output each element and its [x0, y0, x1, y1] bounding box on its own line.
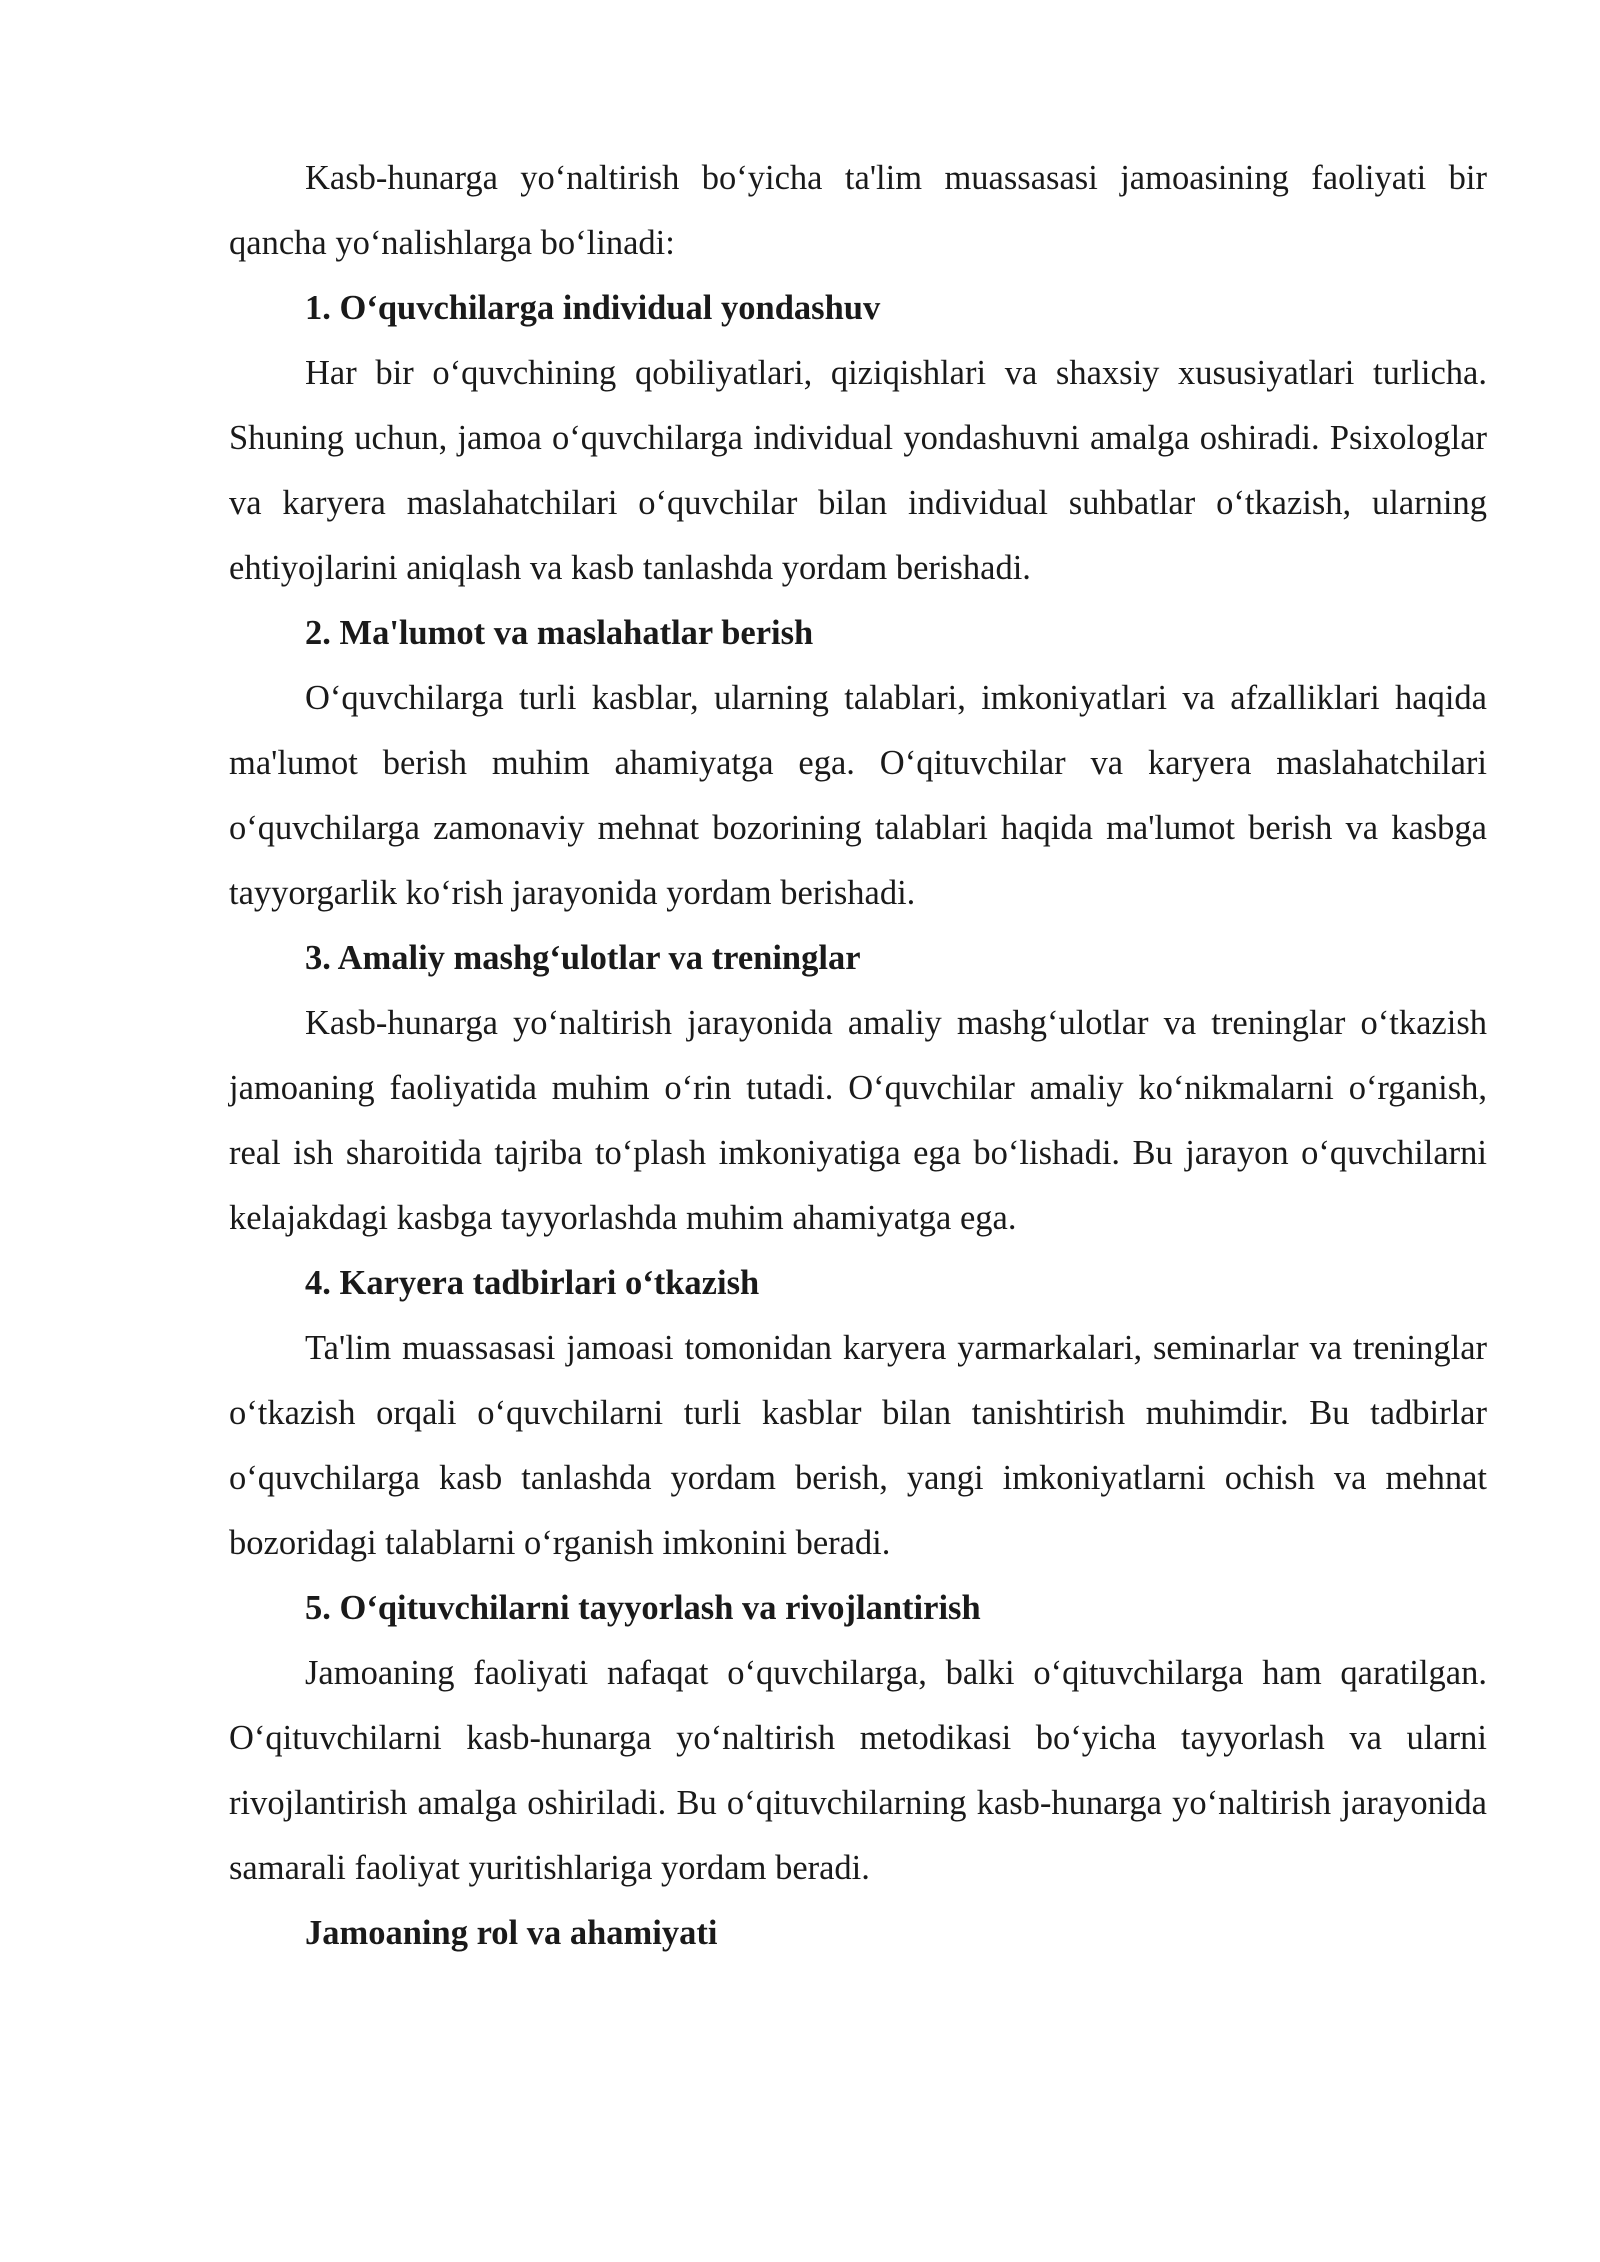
section-paragraph-2: O‘quvchilarga turli kasblar, ularning talablari, imkoniyatlari va afzalliklari haqida ma'lumot berish muhim ahamiyatga ega. O‘qituvchilar va karyera maslahatchilari o‘quvchilarga zamonaviy mehnat bozorining talablari haqida ma'lumot berish va kasbga tayyorgarlik ko‘rish jarayonida yordam berishadi.: [229, 679, 1487, 912]
section-heading-1: 1. O‘quvchilarga individual yondashuv: [305, 289, 881, 327]
section-paragraph-4: Ta'lim muassasasi jamoasi tomonidan karyera yarmarkalari, seminarlar va treninglar o‘tkazish orqali o‘quvchilarni turli kasblar bilan tanishtirish muhimdir. Bu tadbirlar o‘quvchilarga kasb tanlashda yordam berish, yangi imkoniyatlarni ochish va mehnat bozoridagi talablarni o‘rganish imkonini beradi.: [229, 1329, 1487, 1562]
section-paragraph-3: Kasb-hunarga yo‘naltirish jarayonida amaliy mashg‘ulotlar va treninglar o‘tkazish jamoaning faoliyatida muhim o‘rin tutadi. O‘quvchilar amaliy ko‘nikmalarni o‘rganish, real ish sharoitida tajriba to‘plash imkoniyatiga ega bo‘lishadi. Bu jarayon o‘quvchilarni kelajakdagi kasbga tayyorlashda muhim ahamiyatga ega.: [229, 1004, 1487, 1237]
section-paragraph-1: Har bir o‘quvchining qobiliyatlari, qiziqishlari va shaxsiy xususiyatlari turlicha. Shuning uchun, jamoa o‘quvchilarga individual yondashuvni amalga oshiradi. Psixologlar va karyera maslahatchilari o‘quvchilar bilan individual suhbatlar o‘tkazish, ularning ehtiyojlarini aniqlash va kasb tanlashda yordam berishadi.: [229, 354, 1487, 587]
final-heading: Jamoaning rol va ahamiyati: [305, 1914, 718, 1952]
intro-paragraph: Kasb-hunarga yo‘naltirish bo‘yicha ta'lim muassasasi jamoasining faoliyati bir qancha yo‘nalishlarga bo‘linadi:: [229, 159, 1487, 262]
section-heading-2: 2. Ma'lumot va maslahatlar berish: [305, 614, 814, 652]
section-heading-4: 4. Karyera tadbirlari o‘tkazish: [305, 1264, 760, 1302]
section-paragraph-5: Jamoaning faoliyati nafaqat o‘quvchilarga, balki o‘qituvchilarga ham qaratilgan. O‘qituvchilarni kasb-hunarga yo‘naltirish metodikasi bo‘yicha tayyorlash va ularni rivojlantirish amalga oshiriladi. Bu o‘qituvchilarning kasb-hunarga yo‘naltirish jarayonida samarali faoliyat yuritishlariga yordam beradi.: [229, 1654, 1487, 1887]
document-page: [229, 146, 1487, 1966]
section-heading-3: 3. Amaliy mashg‘ulotlar va treninglar: [305, 939, 861, 977]
section-heading-5: 5. O‘qituvchilarni tayyorlash va rivojlantirish: [305, 1589, 981, 1627]
